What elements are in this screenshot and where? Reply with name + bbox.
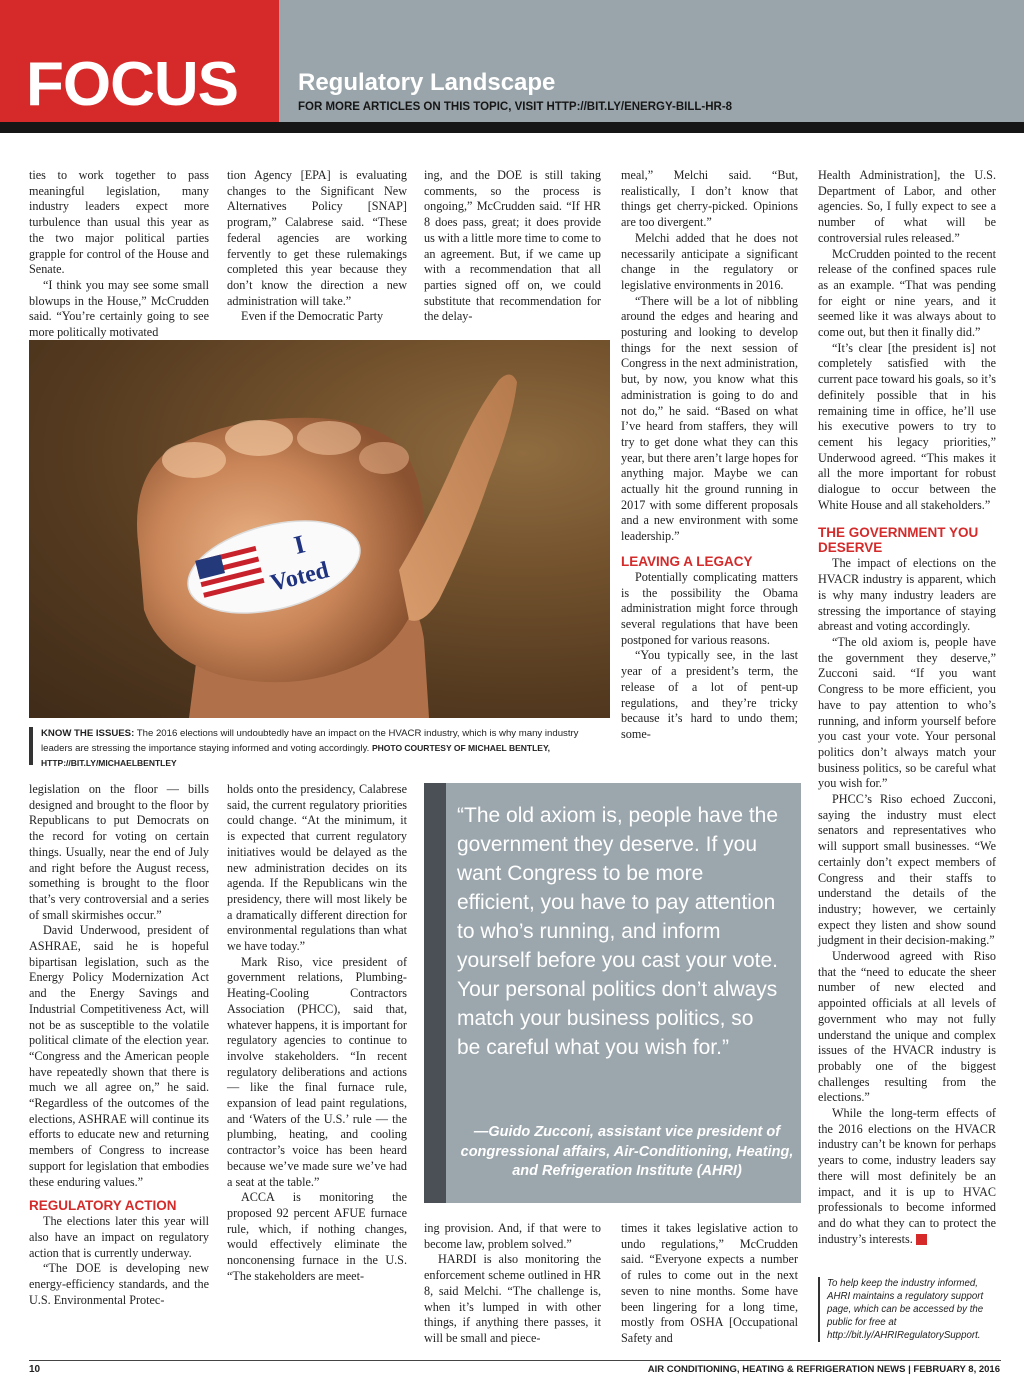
paragraph: PHCC’s Riso echoed Zucconi, saying the industry must elect senators and representatives who will support small businesses. “We certainly don’t expect members of Congress and their staffs to understand the details of the industry; however, we certainly expect they listen and show sound judgment in their decision-making.” [818,792,996,948]
subheading-regulatory-action: REGULATORY ACTION [29,1198,177,1214]
column-3-bottom [424,1221,601,1347]
photo-caption [29,727,610,768]
subheading-government-you-deserve: THE GOVERNMENT YOU DESERVE [818,525,979,556]
paragraph: David Underwood, president of ASHRAE, said he is hopeful bipartisan legislation, such as the Energy Policy Modernization Act and the Energy Savings and Industrial Competitiveness Act, will not be as susceptible to the volatile political climate of the election year. “Congress and the American people have repeatedly shown that there is much we all agree on,” he said. “Regardless of the outcomes of the elections, ASHRAE will continue its efforts to educate new and returning members of Congress to increase support for legislation that embodies these enduring values.” [29,923,209,1189]
paragraph-text: While the long-term effects of the 2016 elections on the HVACR industry can’t be known for perhaps years to come, industry leaders say there will most definitely be an impact, and it is up to HVAC professionals to become informed and do what they can to protect the industry’s interests. [818,1106,996,1246]
paragraph: legislation on the floor — bills designed and brought to the floor by Republicans to put Democrats on the record for voting on certain things. Usually, near the end of July and right before the August recess, something is brought to the floor that’s very controversial and a series of small skirmishes occur.” [29,782,209,922]
paragraph: HARDI is also monitoring the enforcement scheme outlined in HR 8, said Melchi. “The challenge is, when it’s lumped in with other things, if anything there passes, it will be small and piece- [424,1252,601,1345]
paragraph: Even if the Democratic Party [241,309,384,324]
column-4-bottom [621,1221,798,1347]
section-label: FOCUS [26,50,238,119]
pull-quote-bar [424,783,446,1203]
pull-quote-attribution: —Guido Zucconi, assistant vice president of congressional affairs, Air-Conditioning, Heating, and Refrigeration Institute (AHRI) [460,1124,794,1179]
paragraph: “It’s clear [the president is] not completely satisfied with the current pace toward his goals, so it’s definitely possible that in his remaining time in office, he’ll use his executive powers to try to cement his legacy priorities,” Underwood agreed. “This makes it all the more important for robust dialogue to occur between the White House and all stakeholders.” [818,340,996,512]
caption-text: The 2016 elections will undoubtedly have an impact on the HVACR industry, which is why many industry leaders are stressing the importance staying informed and voting accordingly. [41,728,579,754]
header-rule [0,122,1024,133]
sticker-text-voted: Voted [267,557,332,597]
photo-credit: PHOTO COURTESY OF MICHAEL BENTLEY, HTTP://BIT.LY/MICHAELBENTLEY [41,743,551,768]
column-1-top [29,168,209,341]
paragraph: ACCA is monitoring the proposed 92 percent AFUE furnace rule, which, if nothing changes, would effectively eliminate the nonconensing furnace in the U.S. “The stakeholders are meet- [227,1190,407,1283]
column-2-top [227,168,407,325]
subheading-leaving-a-legacy: LEAVING A LEGACY [621,553,753,569]
paragraph: ing provision. And, if that were to become law, problem solved.” [424,1221,601,1251]
paragraph: ties to work together to pass meaningful legislation, many industry leaders expect more turbulence than usual this year as the two major political parties grapple for control of the House and Senate. [29,168,209,277]
sidebar-note: To help keep the industry informed, AHRI maintains a regulatory support page, which can be accessed by the public for free at http://bit.ly/AHRIRegulatorySupport. [818,1277,1001,1342]
footer-rule [29,1360,1001,1361]
pull-quote-box [424,783,801,1203]
pull-quote-text: “The old axiom is, people have the government they deserve. If you want Congress to be more efficient, you have to pay attention to who’s running, and inform yourself before you cast your vote. Your personal politics don’t always match your business politics, so be careful what you wish for.” [457,804,779,1059]
page-number: 10 [29,1364,41,1375]
paragraph: Potentially complicating matters is the possibility the Obama administration might force through several regulations that have been postponed for various reasons. [621,569,798,647]
paragraph: “The old axiom is, people have the government they deserve,” Zucconi said. “If you want Congress to be more efficient, you have to pay attention to who’s running, and inform yourself before you cast your vote. Your personal politics don’t always match your business politics, so be careful what you wish for.” [818,634,996,791]
column-1-bottom [29,782,209,1309]
column-3-top [424,168,601,325]
end-mark-icon: N [916,1234,927,1245]
hand-illustration [29,340,610,718]
paragraph: The elections later this year will also have an impact on regulatory action that is currently underway. [29,1214,209,1260]
paragraph: Mark Riso, vice president of government relations, Plumbing-Heating-Cooling Contractors Association (PHCC), said that, whatever happens, it is important for regulatory agencies to continue to involve stakeholders. “In recent regulatory deliberations and actions — like the final furnace rule, expansion of lead paint regulations, and ‘Waters of the U.S.’ rule — the plumbing, heating, and cooling contractor’s voice has been heard because we’ve made sure we’ve had a seat at the table.” [227,954,407,1189]
paragraph: “I think you may see some small blowups in the House,” McCrudden said. “You’re certainly going to see more politically motivated [29,277,209,340]
caption-label: KNOW THE ISSUES: [41,728,135,739]
column-4 [621,168,798,743]
section-link[interactable]: FOR MORE ARTICLES ON THIS TOPIC, VISIT HTTP://BIT.LY/ENERGY-BILL-HR-8 [298,101,733,113]
column-2-bottom [227,782,407,1285]
paragraph: McCrudden pointed to the recent release of the confined spaces rule as an example. “That was pending for eight or nine years, and it seemed like it was always about to come out, but then it finally did.” [818,246,996,340]
paragraph: Melchi added that he does not necessarily anticipate a significant change in the regulatory or legislative environments in 2016. [621,230,798,292]
paragraph: holds onto the presidency, Calabrese said, the current regulatory priorities could change. “At the minimum, it is expected that current regulatory initiatives would be delayed as the new administration decides on its agenda. If the Republicans win the presidency, there will most likely be a dramatically different direction for environmental regulations than what we have today.” [227,782,407,954]
section-title: Regulatory Landscape [298,69,556,96]
paragraph [818,1106,996,1247]
paragraph: “You typically see, in the last year of a president’s term, the release of a lot of pent-up regulations, and they’re tricky because it’s hard to undo them; some- [621,648,798,741]
sticker-text-i: I [290,529,308,560]
paragraph: “There will be a lot of nibbling around the edges and hearing and posturing and looking to develop things for the next session of Congress in the next administration, but, by now, you know what this administration is going to do and not do,” he said. “Based on what I’ve heard from staffers, they will try to get done what they can this year, but there aren’t large hopes for anything major. Maybe we can actually hit the ground running in 2017 with some different proposals and a new environment with some leadership.” [621,293,798,544]
paragraph: “The DOE is developing new energy-efficiency standards, and the U.S. Environmental Protec- [29,1261,209,1307]
paragraph: Underwood agreed with Riso that the “need to educate the sheer number of new elected and appointed officials at all levels of government who may not fully understand the unique and complex issues of the HVACR industry is probably one of the biggest challenges resulting from the elections.” [818,949,996,1105]
column-5 [818,168,996,1247]
paragraph: ing, and the DOE is still taking comments, so the process is ongoing,” McCrudden said. “If HR 8 does pass, great; it does provide us with a little more time to come to an agreement. But, if we came up with a recommendation that all parties signed off on, we could substitute that recommendation for the delay- [424,168,601,324]
paragraph: tion Agency [EPA] is evaluating changes to the Significant New Alternatives Policy [SNAP] program,” Calabrese said. “These federal agencies are working fervently to get these rulemakings completed this year because they don’t know the direction a new administration will take.” [227,168,407,308]
publication-line: AIR CONDITIONING, HEATING & REFRIGERATION NEWS | FEBRUARY 8, 2016 [647,1364,1000,1375]
paragraph: The impact of elections on the HVACR industry is apparent, which is why many industry leaders are stressing the importance of staying abreast and voting accordingly. [818,556,996,634]
paragraph: times it takes legislative action to undo regulations,” McCrudden said. “Everyone expects a number of rules to come out in the next seven to nine months. Some have been lingering for a long time, mostly from OSHA [Occupational Safety and [621,1221,798,1345]
photo-i-voted-hand [29,340,610,718]
paragraph: meal,” Melchi said. “But, realistically, I don’t know that things get cherry-picked. Opinions are too divergent.” [621,168,798,230]
paragraph: Health Administration], the U.S. Department of Labor, and other agencies. So, I fully expect to see a number of what will be controversial rules released.” [818,168,996,245]
